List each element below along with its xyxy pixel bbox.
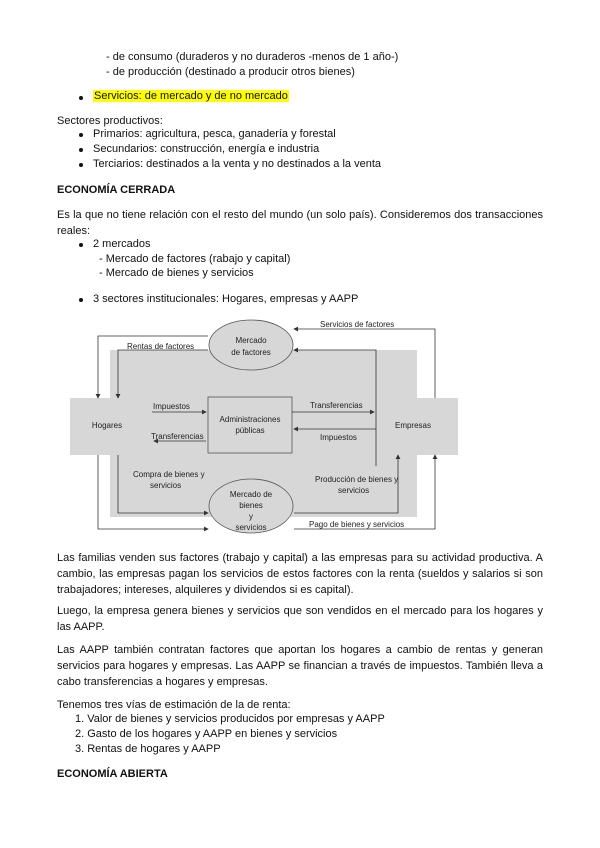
mercado-bienes-item: - Mercado de bienes y servicios <box>99 267 254 279</box>
sectores-title: Sectores productivos: <box>57 115 163 127</box>
mercados-bullet: 2 mercados <box>93 238 151 250</box>
label-impuestos-right: Impuestos <box>320 433 357 442</box>
cerrada-intro: Es la que no tiene relación con el resto del mundo (un solo país). Consideremos dos transacciones reales: <box>57 209 543 237</box>
label-produccion-2: servicios <box>338 486 370 495</box>
label-compra-2: servicios <box>150 481 182 490</box>
sector-secundarios: Secundarios: construcción, energía e industria <box>93 143 320 155</box>
label-mercado-factores-1: Mercado <box>235 336 267 345</box>
label-impuestos-left: Impuestos <box>153 402 190 411</box>
vias-title: Tenemos tres vías de estimación de la de renta: <box>57 699 291 711</box>
paragraph-empresa: Luego, la empresa genera bienes y servicios que son vendidos en el mercado para los hogares y las AAPP. <box>57 605 543 633</box>
list-consumo: - de consumo (duraderos y no duraderos -menos de 1 año-) <box>106 51 399 63</box>
aapp-box <box>208 397 292 453</box>
list-produccion: - de producción (destinado a producir otros bienes) <box>106 66 355 78</box>
via-1: 1. Valor de bienes y servicios producidos por empresas y AAPP <box>75 713 385 725</box>
label-pago-bienes: Pago de bienes y servicios <box>309 520 405 529</box>
label-rentas-factores: Rentas de factores <box>127 342 195 351</box>
mercado-factores-ellipse <box>209 320 293 370</box>
label-mercado-bienes-2: bienes <box>239 501 263 510</box>
sector-terciarios: Terciarios: destinados a la venta y no destinados a la venta <box>93 158 382 170</box>
label-aapp-1: Administraciones <box>219 415 281 424</box>
highlight-servicios: Servicios: de mercado y de no mercado <box>94 90 288 102</box>
label-hogares: Hogares <box>91 421 123 430</box>
heading-economia-cerrada: ECONOMÍA CERRADA <box>57 184 176 196</box>
label-compra-1: Compra de bienes y <box>133 470 205 479</box>
via-2: 2. Gasto de los hogares y AAPP en bienes y servicios <box>75 728 338 740</box>
label-transferencias-right: Transferencias <box>310 401 363 410</box>
label-mercado-bienes-1: Mercado de <box>229 490 273 499</box>
label-transferencias-left: Transferencias <box>151 432 204 441</box>
label-aapp-2: públicas <box>235 426 265 435</box>
sector-primarios: Primarios: agricultura, pesca, ganadería y forestal <box>93 128 336 140</box>
label-produccion-1: Producción de bienes y <box>315 475 399 484</box>
label-mercado-bienes-3: y <box>249 512 253 521</box>
label-servicios-factores: Servicios de factores <box>320 320 395 329</box>
heading-economia-abierta: ECONOMÍA ABIERTA <box>57 768 168 780</box>
label-mercado-factores-2: de factores <box>231 348 271 357</box>
sectores-institucionales: 3 sectores institucionales: Hogares, empresas y AAPP <box>93 293 359 305</box>
paragraph-familias: Las familias venden sus factores (trabajo y capital) a las empresas para su actividad productiva. A cambio, las empresas pagan los servicios de estos factores con la renta (sueldos y salarios si son trabajadores; intereses, alquileres y dividendos si es capital). <box>57 552 543 596</box>
label-empresas: Empresas <box>394 421 432 430</box>
paragraph-aapp: Las AAPP también contratan factores que aportan los hogares a cambio de rentas y generan servicios para hogares y empresas. Las AAPP se financian a través de impuestos. También lleva a cabo transferencias a hogares y empresas. <box>57 644 543 688</box>
label-mercado-bienes-4: servicios <box>235 523 267 532</box>
mercado-factores-item: - Mercado de factores (rabajo y capital) <box>99 253 291 265</box>
via-3: 3. Rentas de hogares y AAPP <box>75 743 221 755</box>
